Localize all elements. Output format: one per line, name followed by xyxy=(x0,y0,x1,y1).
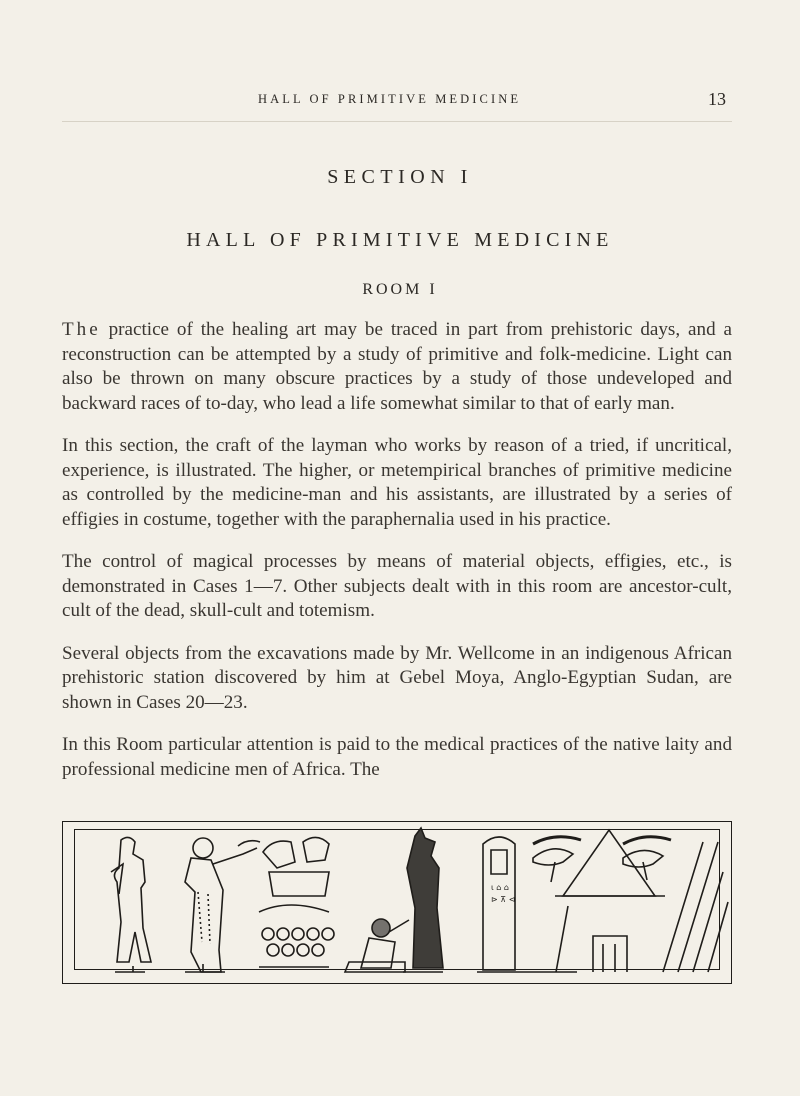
offering-figure-icon xyxy=(185,838,260,972)
eye-of-horus-icon xyxy=(533,837,671,882)
header-rule xyxy=(62,121,732,122)
paragraph-1-text: practice of the healing art may be traced in part from prehistoric days, and a reconstruction can be attempted by a study of primitive and folk-medicine. Light can also be thrown on many obscure practices by a study of those undeveloped and backward races of to-day, who lead a life somewhat similar to that of early man. xyxy=(62,319,732,414)
section-heading: SECTION I xyxy=(327,166,473,188)
paragraph-3: The control of magical processes by means of material objects, effigies, etc., is demonstrated in Cases 1—7. Other subjects dealt with in this room are ancestor-cult, cult of the dead, skull-cult and totemism. xyxy=(62,551,732,621)
paragraph-2: In this section, the craft of the layman who works by reason of a tried, if uncritical, experience, is illustrated. The higher, or metempirical branches of primitive medicine as controlled by the medicine-man and his assistants, are illustrated by a series of effigies in costume, together with the paraphernalia used in his practice. xyxy=(62,435,732,530)
frieze-drawing xyxy=(63,822,733,985)
running-title: HALL OF PRIMITIVE MEDICINE xyxy=(258,92,522,106)
offering-table-icon xyxy=(259,837,334,967)
running-head xyxy=(0,89,800,112)
standing-figure-icon xyxy=(111,837,151,972)
paragraph-4: Several objects from the excavations made by Mr. Wellcome in an indigenous African prehistoric station discovered by him at Gebel Moya, Anglo-Egyptian Sudan, are shown in Cases 20—23. xyxy=(62,642,732,713)
egyptian-frieze-illustration xyxy=(62,821,732,984)
hall-heading: HALL OF PRIMITIVE MEDICINE xyxy=(186,229,614,251)
paragraph-1 xyxy=(62,318,732,416)
page-number: 13 xyxy=(708,89,726,109)
svg-text:⊳ ⊼ ⊲: ⊳ ⊼ ⊲ xyxy=(491,895,516,904)
svg-text:ι ⌂ ⌂: ι ⌂ ⌂ xyxy=(491,883,509,892)
cartouche-icon xyxy=(477,837,577,972)
room-heading: ROOM I xyxy=(362,281,438,298)
paragraph-lead: The xyxy=(62,319,101,340)
body-text xyxy=(62,318,732,800)
anubis-figure-icon xyxy=(345,828,443,972)
paragraph-5: In this Room particular attention is paid to the medical practices of the native laity and professional medicine men of Africa. The xyxy=(62,734,732,780)
